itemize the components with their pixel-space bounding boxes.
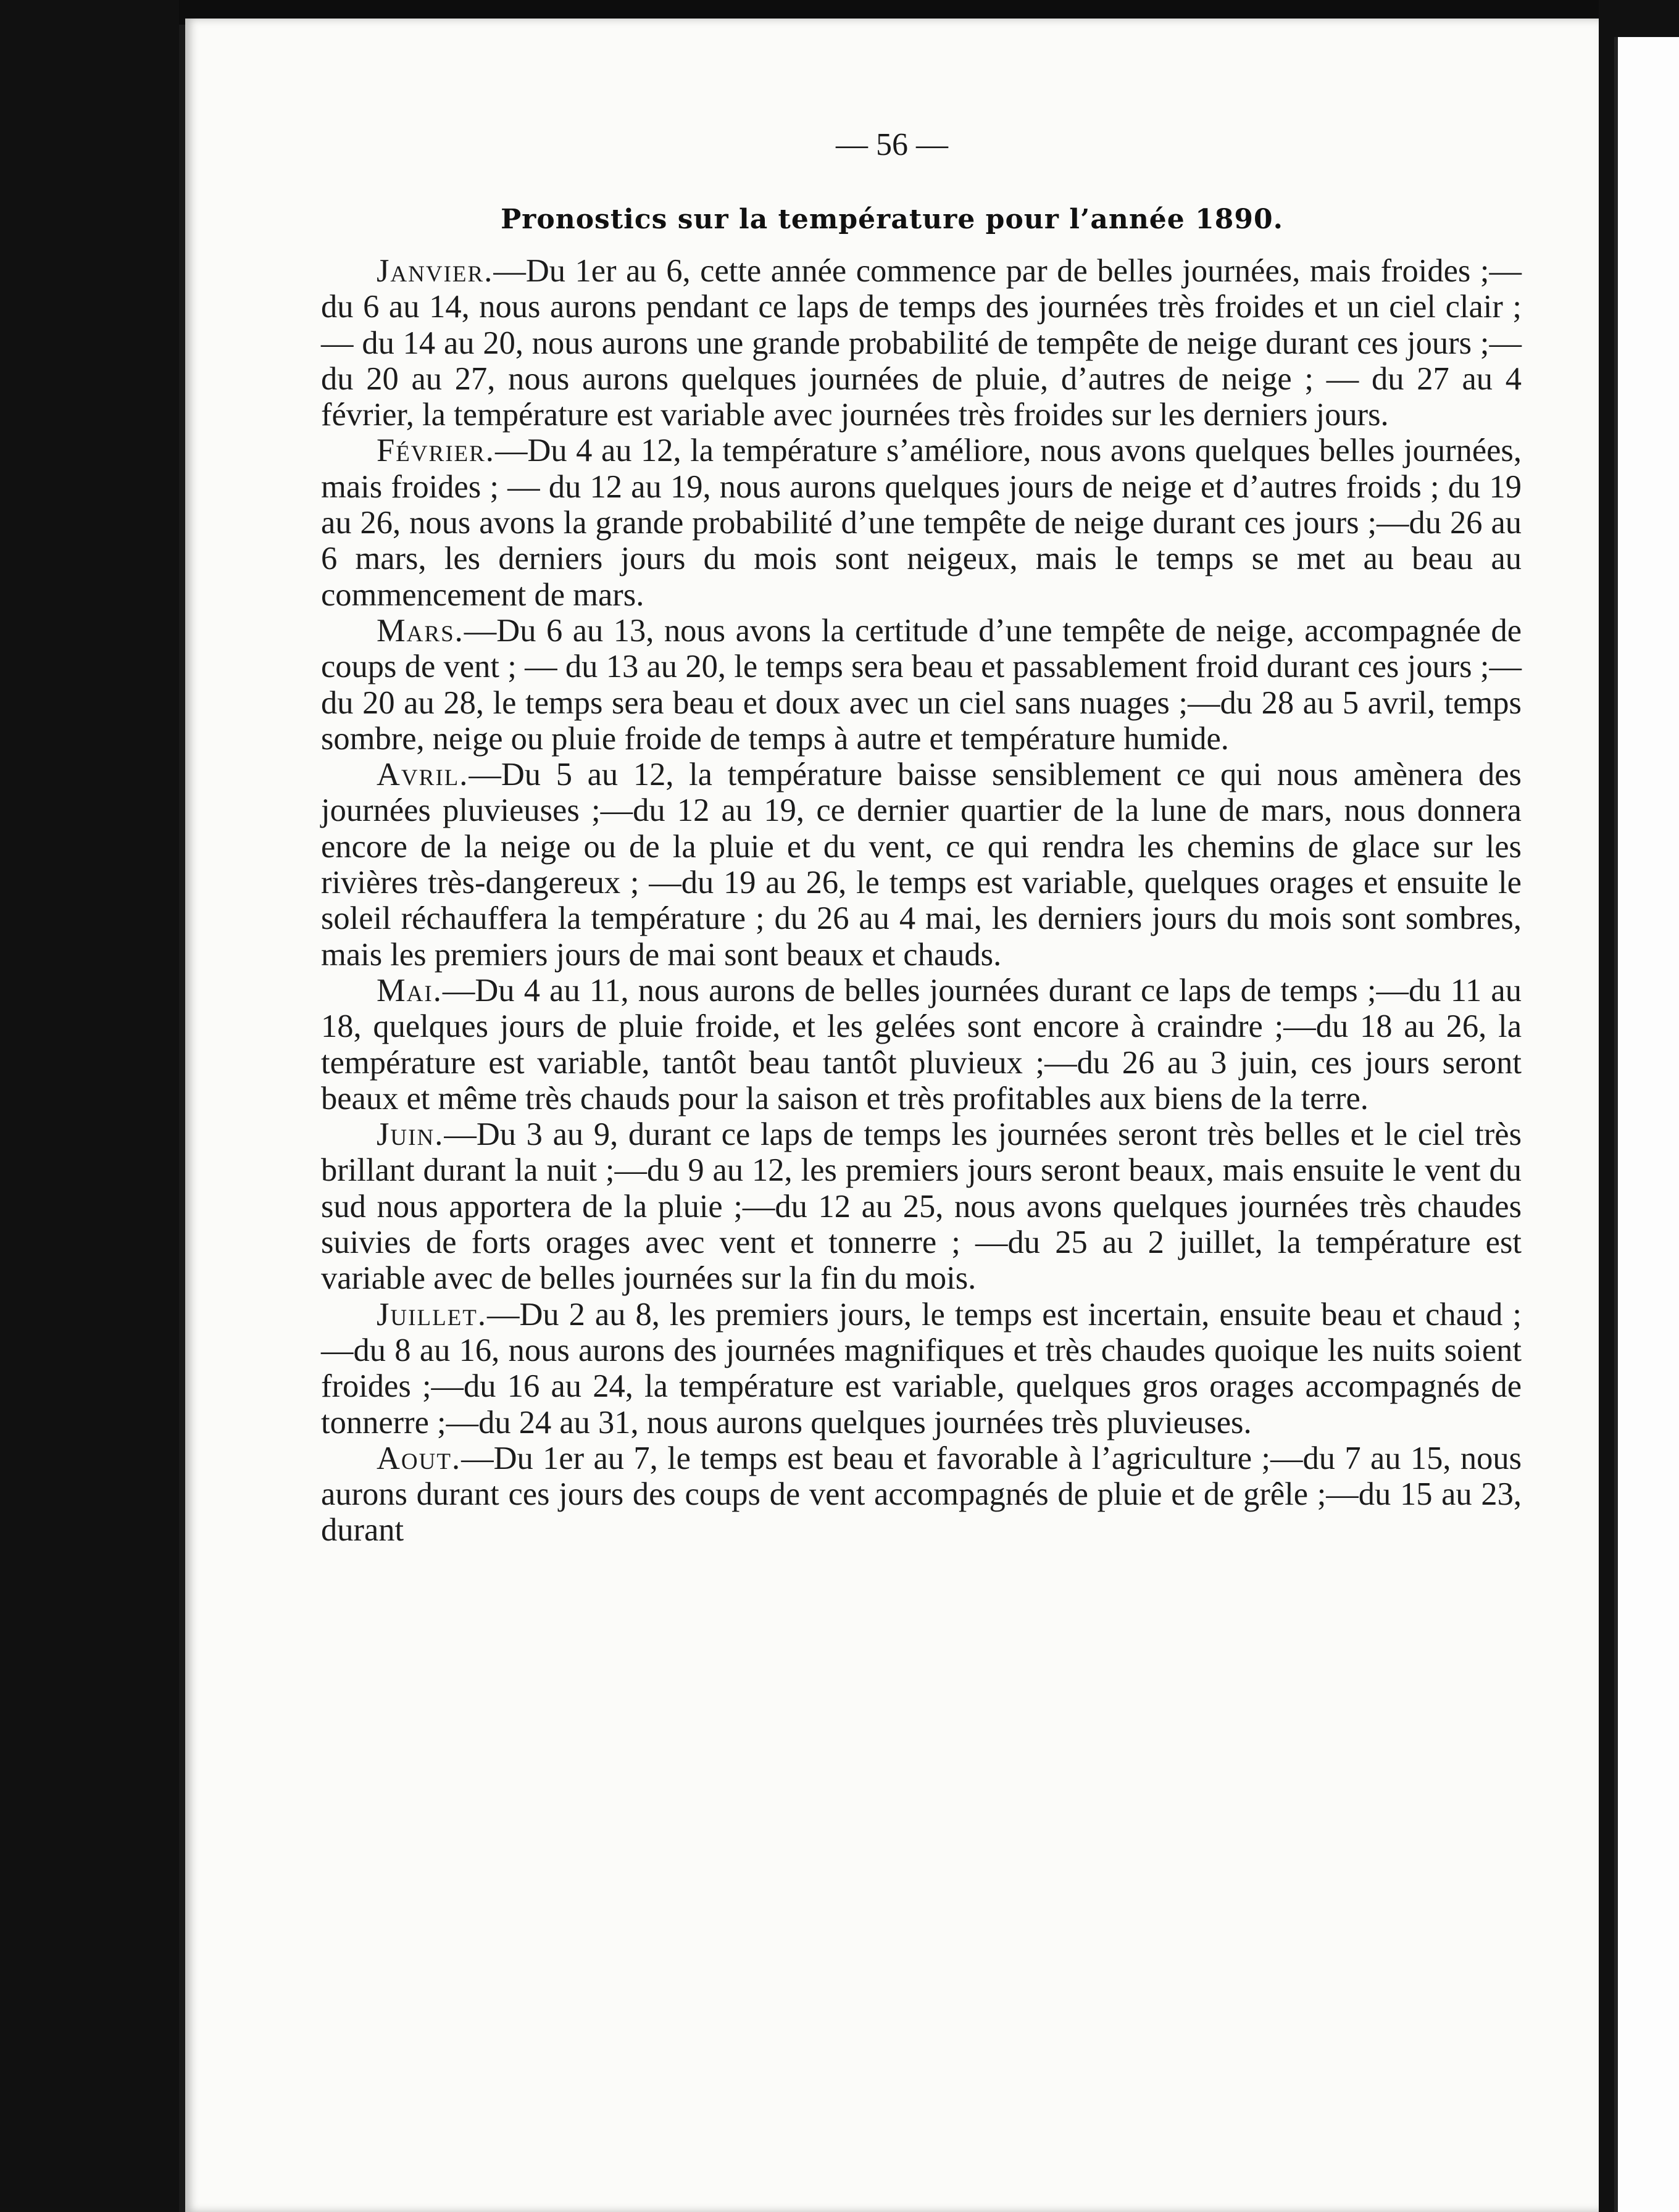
- paragraph-text: —Du 1er au 7, le temps est beau et favorable à l’agriculture ;—du 7 au 15, nous aurons durant ces jours des coups de vent accompagnés de pluie et de grêle ;—du 15 au 23, durant: [321, 1440, 1522, 1549]
- month-label: Juillet.: [377, 1296, 488, 1333]
- book-page: [185, 19, 1599, 2212]
- paragraph-juin: [321, 1116, 1522, 1296]
- paragraph-text: —Du 4 au 12, la température s’améliore, nous avons quelques belles journées, mais froides ; — du 12 au 19, nous aurons quelques jours de neige et d’autres froids ; du 19 au 26, nous avons la grande probabilité d’une tempête de neige durant ces jours ;—du 26 au 6 mars, les derniers jours du mois sont neigeux, mais le temps se met au beau au commencement de mars.: [321, 433, 1522, 613]
- paragraph-janvier: [321, 253, 1522, 433]
- paragraph-fevrier: [321, 433, 1522, 612]
- month-label: Février.: [377, 433, 495, 469]
- paragraph-avril: [321, 757, 1522, 973]
- month-label: Mai.: [377, 972, 443, 1008]
- body-text: [321, 253, 1522, 2135]
- paragraph-text: —Du 5 au 12, la température baisse sensiblement ce qui nous amènera des journées pluvieuses ;—du 12 au 19, ce dernier quartier de la lune de mars, nous donnera encore de la neige ou de la pluie et du vent, ce qui rendra les chemins de glace sur les rivières très-dangereux ; —du 19 au 26, le temps est variable, quelques orages et ensuite le soleil réchauffera la température ; du 26 au 4 mai, les derniers jours du mois sont sombres, mais les premiers jours de mai sont beaux et chauds.: [321, 757, 1522, 973]
- paragraph-mars: [321, 613, 1522, 757]
- page-title: Pronostics sur la température pour l’année 1890.: [501, 204, 1283, 235]
- paragraph-text: —Du 3 au 9, durant ce laps de temps les journées seront très belles et le ciel très brillant durant la nuit ;—du 9 au 12, les premiers jours seront beaux, mais ensuite le vent du sud nous apportera de la pluie ;—du 12 au 25, nous avons quelques journées très chaudes suivies de forts orages avec vent et tonnerre ; —du 25 au 2 juillet, la température est variable avec de belles journées sur la fin du mois.: [321, 1116, 1522, 1297]
- paragraph-text: —Du 2 au 8, les premiers jours, le temps est incertain, ensuite beau et chaud ;—du 8 au 16, nous aurons des journées magnifiques et très chaudes quoique les nuits soient froides ;—du 16 au 24, la température est variable, quelques gros orages accompagnés de tonnerre ;—du 24 au 31, nous aurons quelques journées très pluvieuses.: [321, 1296, 1522, 1441]
- scan-border-left: [0, 0, 179, 2212]
- paragraph-mai: [321, 973, 1522, 1116]
- paragraph-text: —Du 6 au 13, nous avons la certitude d’une tempête de neige, accompagnée de coups de vent ; — du 13 au 20, le temps sera beau et passablement froid durant ces jours ;—du 20 au 28, le temps sera beau et doux avec un ciel sans nuages ;—du 28 au 5 avril, temps sombre, neige ou pluie froide de temps à autre et température humide.: [321, 612, 1522, 757]
- paragraph-text: —Du 1er au 6, cette année commence par de belles journées, mais froides ;—du 6 au 14, nous aurons pendant ce laps de temps des journées très froides et un ciel clair ; — du 14 au 20, nous aurons une grande probabilité de tempête de neige durant ces jours ;—du 20 au 27, nous aurons quelques journées de pluie, d’autres de neige ; — du 27 au 4 février, la température est variable avec journées très froides sur les derniers jours.: [321, 253, 1522, 433]
- facing-page-edge: [1614, 37, 1679, 2212]
- paragraph-juillet: [321, 1297, 1522, 1441]
- page-number: — 56 —: [836, 127, 948, 162]
- paragraph-aout: [321, 1441, 1522, 1549]
- month-label: Aout.: [377, 1440, 462, 1476]
- paragraph-text: —Du 4 au 11, nous aurons de belles journées durant ce laps de temps ;—du 11 au 18, quelques jours de pluie froide, et les gelées sont encore à craindre ;—du 18 au 26, la température est variable, tantôt beau tantôt pluvieux ;—du 26 au 3 juin, ces jours seront beaux et même très chauds pour la saison et très profitables aux biens de la terre.: [321, 972, 1522, 1116]
- month-label: Janvier.: [377, 253, 494, 289]
- month-label: Avril.: [377, 757, 469, 793]
- month-label: Mars.: [377, 612, 464, 649]
- month-label: Juin.: [377, 1116, 444, 1153]
